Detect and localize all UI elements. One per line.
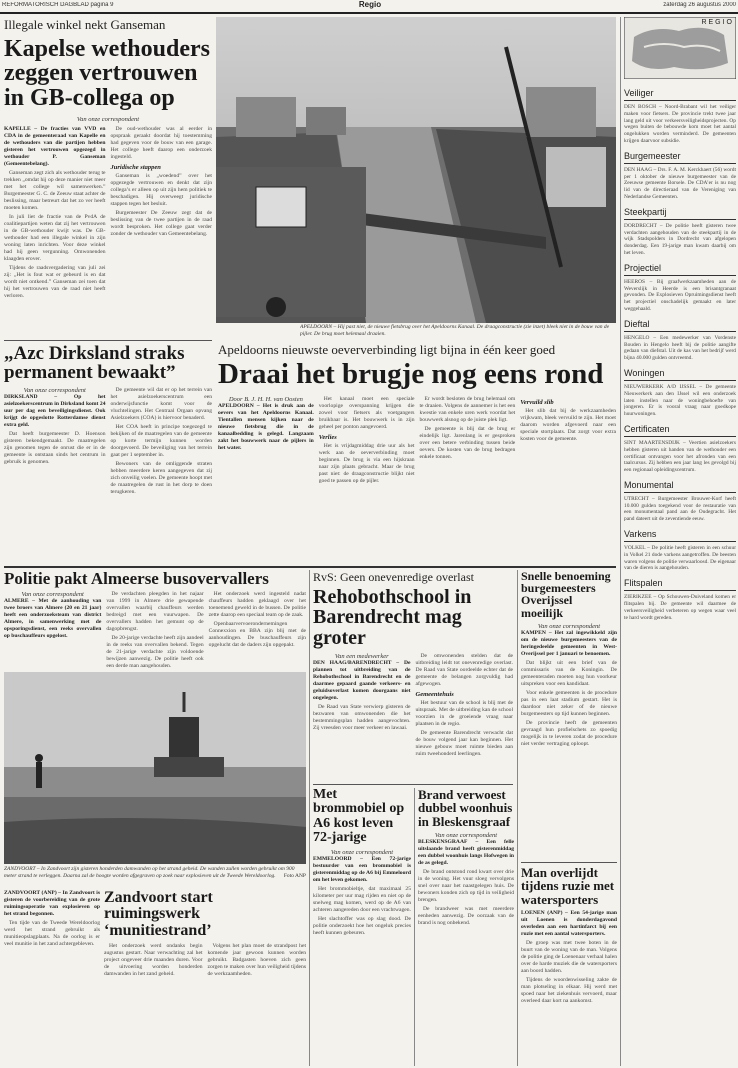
article-lead: DIRKSLAND – Op het asielzoekerscentrum in Dirksland komt 24 uur per dag een beveiligingsdienst. Ook krijgt de opgeslotte Rotterdamse dienst extra geld. xyxy=(4,393,106,428)
article-brommobiel xyxy=(313,788,411,1066)
news-brief-title: Certificaten xyxy=(624,423,670,434)
article-paragraph: Bewoners van de omliggende straten hebben meerdere keren aangegeven dat zij zich onveilig voelen. De gemeente hoopt met de maatregelen de rust in het dorp te doen terugkeren. xyxy=(110,460,212,495)
article-paragraph: Voor enkele gemeenten is de procedure pas in een laat stadium gestart. Het is daardoor niet zeker of de nieuwe burgemeesters op tijd kunnen beginnen. xyxy=(521,689,617,717)
beach-photo xyxy=(4,672,306,864)
news-brief-rule xyxy=(624,163,736,164)
article-paragraph: Dat heeft burgemeester D. Hoenson gisteren bekendgemaakt. De maatregelen zijn genomen tegen de onrust die er in de gemeente is ontstaan sinds het centrum in gebruik is genomen. xyxy=(4,430,106,465)
article-lead: ZANDVOORT (ANP) – In Zandvoort is gisteren de voorbereiding van de grote ruimingsoperatie van explosieven op het strand begonnen. xyxy=(4,890,100,917)
article-byline: Van onze correspondent xyxy=(23,386,86,394)
article-azc-dirksland xyxy=(4,344,212,564)
news-brief xyxy=(624,319,736,362)
news-brief-title: Steekpartij xyxy=(624,206,667,217)
news-brief-title: Varkens xyxy=(624,529,657,540)
article-watersporters xyxy=(521,866,617,1066)
article-lead: APELDOORN – Het is druk aan de oevers van het Apeldoorns Kanaal. Tientallen mensen kijken naar de nieuwe fietsbrug die in de kanaalbedding is gelegd. Langzaam zakt het bouwwerk naar de pijlers in het water. xyxy=(218,402,314,451)
article-paragraph: Tijdens de woordenwisseling zakte de man plotseling in elkaar. Hij werd met spoed naar het ziekenhuis vervoerd, maar overleed daar kort na aankomst. xyxy=(521,976,617,1004)
news-brief xyxy=(624,480,736,523)
article-paragraph: De Raad van State verwierp gisteren de bezwaren van omwonenden die het bestemmingsplan hadden aangevochten. Zij vreesden voor meer verkeer en lawaai. xyxy=(313,704,411,732)
article-paragraph: De gemeente is blij dat de brug er eindelijk ligt. Jarenlang is er gesproken over een betere verbinding tussen beide oevers. De kosten van de brug bedragen enkele tonnen. xyxy=(419,425,516,460)
article-byline: Door B. J. H. H. van Oosten xyxy=(228,395,303,403)
article-paragraph: Openbaarvervoerondernemingen Connexxion en BBA zijn blij met de aanhoudingen. De buschauffeurs zijn opgelucht dat de daders zijn opgepakt. xyxy=(208,621,306,649)
news-brief-rule xyxy=(624,492,736,493)
article-byline: Van onze correspondent xyxy=(76,116,140,124)
article-subhead: Verlies xyxy=(318,433,337,441)
article-headline: Met brommobiel op A6 kost leven 72-jarige xyxy=(313,788,405,845)
article-paragraph: Het onderzoek werd ingesteld nadat chauffeurs hadden geklaagd over het toenemend geweld in de bussen. De politie zette daarop een speciaal team op de zaak. xyxy=(208,591,306,619)
article-byline: Van een medewerker xyxy=(334,653,389,661)
article-paragraph: De groep was met twee boten in de buurt van de woning van de man. Volgens de politie ging de Loenenaar verhaal halen over de harde muziek die de watersporters aan boord hadden. xyxy=(521,939,617,974)
bridge-photo xyxy=(216,17,616,323)
article-paragraph: Het COA heeft in principe toegezegd te bekijken of de maatregelen van de gemeente op korte termijn kunnen worden doorgevoerd. De beveiliging van het terrein gaat per 1 september in. xyxy=(110,423,212,458)
article-kicker: Illegale winkel nekt Ganseman xyxy=(4,17,166,32)
news-brief-text: DORDRECHT – De politie heeft gisteren twee verdachten aangehouden van de steekpartij in de wijk Stadspolders in Dordrecht van afgelopen donderdag. Een 19-jarige man kwam daarbij om het leven. xyxy=(624,222,736,256)
news-brief-title: Veiliger xyxy=(624,88,654,98)
article-paragraph: Ganseman is „woedend” over het opgezegde vertrouwen en denkt dat zijn collega’s er alleen op uit zijn hem politiek te beschadigen. Hij overweegt juridische stappen tegen het besluit. xyxy=(110,173,212,208)
news-brief-rule xyxy=(624,219,736,220)
article-paragraph: Ganseman zegt zich als wethouder terug te trekken „omdat hij op deze manier niet meer met het college wil samenwerken.” Burgemeester G. C. de Zeeuw staat achter de beslissing, maar betreurt dat het zo ver heeft moeten komen. xyxy=(4,170,106,212)
photo-credit: Foto ANP xyxy=(283,872,306,879)
news-brief xyxy=(624,263,736,313)
article-paragraph: Het bestuur van de school is blij met de uitspraak. Met de uitbreiding kan de school voorzien in de groeiende vraag naar plaatsen in de regio. xyxy=(415,700,513,728)
article-paragraph: In juli liet de fractie van de PvdA de coalitiepartijen weten dat zij het vertrouwen in de GB-wethouder kwijt was. De GB-wethouder had een illegale winkel in zijn woning laten inrichten. Voor deze winkel had hij geen vergunning. Omwonenden klaagden erover. xyxy=(4,214,106,263)
article-byline: Van onze correspondent xyxy=(434,831,498,839)
beach-photo-image xyxy=(4,672,306,864)
article-paragraph: De provincie heeft de gemeenten gevraagd hun profielschets zo spoedig mogelijk in te leveren zodat de procedure niet verder vertraging oploopt. xyxy=(521,719,617,747)
section-title: Regio xyxy=(358,0,382,9)
article-paragraph: De brand ontstond rond kwart over drie in de woning. Het vuur sloeg vervolgens snel over naar het naastgelegen huis. De bewoners konden zich op tijd in veiligheid brengen. xyxy=(418,868,514,903)
news-brief-text: VOLKEL – De politie heeft gisteren in een schuur in Volkel 21 dode varkens aangetroffen. De beesten waren volgens de politie verwaarloosd. De eigenaar van de dieren is aangehouden. xyxy=(624,545,736,572)
beach-photo-caption-text: ZANDVOORT – In Zandvoort zijn gisteren honderden damwanden op het strand geheid. De wanden zullen worden gebruikt om 900 meter strand te verleggen. Daarna zal de hoogte worden afgegraven op zoek naar explosieven uit de Tweede Wereldoorlog. xyxy=(4,866,295,879)
article-paragraph: Het slib dat bij de werkzaamheden vrijkwam, bleek vervuild te zijn. Het moet daarom worden afgevoerd naar een speciale stortplaats. Dat zorgt voor extra kosten voor de gemeente. xyxy=(520,407,616,442)
news-brief-title: Burgemeester xyxy=(624,150,681,161)
issue-date: zaterdag 26 augustus 2000 xyxy=(663,2,736,8)
article-subhead: Gemeentehuis xyxy=(415,691,454,699)
news-brief-rule xyxy=(624,380,736,381)
news-brief-title: Projectiel xyxy=(624,262,662,273)
news-brief-rule xyxy=(624,100,736,101)
article-headline: Zandvoort start ruimingswerk ‘munitiestrand’ xyxy=(104,890,213,939)
article-burgemeesters xyxy=(521,570,617,860)
article-lead: BLESKENSGRAAF – Een felle uitslaande brand heeft gisterenmiddag een dubbel woonhuis langs Hofwegen in de as gelegd. xyxy=(418,838,514,866)
article-lead: KAMPEN – Het zal ingewikkeld zijn om de nieuwe burgemeesters van de heringedeelde gemeenten in West-Overijssel per 1 januari te benoemen. xyxy=(521,629,617,657)
news-brief-text: NIEUWERKERK A/D IJSSEL – De gemeente Nieuwerkerk aan den IJssel wil een onderzoek laten instellen naar de woningbehoefte van jongeren. Er is vooral vraag naar goedkope huurwoningen. xyxy=(624,383,736,418)
article-paragraph: Het is vrijdagmiddag drie uur als het werk aan de oeververbinding moet beginnen. De brug is via een hijskraan naar zijn plaats gebracht. Maar de brug past niet: de draagconstructie blijkt niet goed te passen op de pijler. xyxy=(318,442,415,484)
article-paragraph: De 20-jarige verdachte heeft zijn aandeel in de reeks van overvallen bekend. Tegen de 21-jarige verdachte zijn voldoende bewijzen aanwezig. De politie heeft ook een derde man aangehouden. xyxy=(106,635,204,670)
news-brief-rule xyxy=(624,590,736,591)
beach-photo-caption xyxy=(4,866,306,888)
article-paragraph: De oud-wethouder was al eerder in opspraak geraakt doordat hij toestemming had gegeven voor de bouw van een garage. Het college heeft daarop een onderzoek ingesteld. xyxy=(110,126,212,161)
news-brief xyxy=(624,578,736,621)
article-paragraph: Tijdens de raadsvergadering van juli zei zij: „Het is fout wat er gebeurd is en dat wordt niet ontkend.” Ganseman zei toen dat hij het vertrouwen van de raad niet heeft verloren. xyxy=(4,265,106,300)
news-brief xyxy=(624,368,736,418)
news-brief-text: UTRECHT – Burgemeester Brouwer-Korf heeft 10.000 gulden toegekend voor de restauratie van een monumentaal pand aan de Oudegracht. Het pand dateert uit de zeventiende eeuw. xyxy=(624,495,736,523)
article-headline: „Azc Dirksland straks permanent bewaakt” xyxy=(4,344,185,384)
regio-label: REGIO xyxy=(701,19,734,26)
article-lead: DEN HAAG/BARENDRECHT – De plannen tot uitbreiding van de Rehobothschool in Barendrecht en de daarmee gepaard gaande verkeers- en geluidsoverlast komen doorgaans niet ongelegen. xyxy=(313,660,411,702)
article-busovervallers xyxy=(4,570,306,672)
article-kicker: RvS: Geen onevenredige overlast xyxy=(313,570,474,584)
article-paragraph: Er wordt besloten de brug helemaal om te draaien. Volgens de aannemer is het een kwestie van enkele uren werk voordat het bouwwerk alsnog op de juiste plek ligt. xyxy=(419,395,516,423)
article-rehobothschool xyxy=(313,570,513,782)
article-headline: Man overlijdt tijdens ruzie met watersporters xyxy=(521,866,615,907)
article-kicker: Apeldoorns nieuwste oeververbinding ligt bijna in één keer goed xyxy=(218,342,556,357)
article-paragraph: Het kanaal moet een speciale voorlopige overspanning krijgen die zowel voor fietsers als voetgangers bruikbaar is. Het bouwwerk is in zijn geheel per ponton aangevoerd. xyxy=(318,395,415,430)
article-zandvoort xyxy=(104,890,306,1066)
regio-banner xyxy=(624,17,736,79)
article-zandvoort-lead-col xyxy=(4,890,100,1066)
news-brief xyxy=(624,207,736,257)
article-paragraph: De omwonenden stelden dat de uitbreiding leidt tot onevenredige overlast. De Raad van State oordeelde echter dat de gemeente de belangen zorgvuldig had afgewogen. xyxy=(415,653,513,688)
article-paragraph: De verdachten pleegden in het najaar van 1999 in Almere drie gewapende overvallen waarbij chauffeurs werden bedreigd met een vuurwapen. De overvallers hadden het gemunt op de dagopbrengst. xyxy=(106,591,204,633)
news-brief-text: DEN HAAG – Drs. F. A. M. Kerckhaert (56) wordt per 1 oktober de nieuwe burgemeester van de Zeeuwse gemeente Borsele. De CDA’er is nu nog lid van de directieraad van de Vereniging van Nederlandse Gemeenten. xyxy=(624,166,736,200)
article-paragraph: Dat blijkt uit een brief van de commissaris van de Koningin. De gemeenteraden moeten nog hun voorkeur uitspreken voor een kandidaat. xyxy=(521,659,617,687)
article-paragraph: Burgemeester De Zeeuw zegt dat de beslissing van de twee partijen in de raad wordt besproken. Het college gaat verder zonder de wethouder van Gemeentebelang. xyxy=(110,210,212,238)
article-byline: Van onze correspondent xyxy=(330,849,394,857)
news-brief-title: Monumental xyxy=(624,479,674,490)
article-lead: LOENEN (ANP) – Een 54-jarige man uit Loenen is donderdagavond overleden aan een hartinfarct bij een ruzie met een aantal watersporters. xyxy=(521,909,617,937)
article-headline: Politie pakt Almeerse busovervallers xyxy=(4,570,269,588)
news-brief-text: HENGELO – Een medewerker van Vordenste Bouden in Hengelo heeft bij de politie aangifte gedaan van diefstal. Uit de kas van het bedrijf werd bijna 40.000 gulden ontvreemd. xyxy=(624,334,736,362)
bridge-photo-caption: APELDOORN – Hij past niet, de nieuwe fietsbrug over het Apeldoorns Kanaal. De draagconstructie (zie inzet) bleek niet in de bouw van de pijler. De brug moet helemaal draaien. xyxy=(300,324,610,337)
news-briefs-sidebar xyxy=(624,82,736,1066)
bridge-photo-image xyxy=(216,17,616,323)
news-brief-title: Woningen xyxy=(624,367,665,378)
news-brief-rule xyxy=(624,331,736,332)
article-paragraph: Het brommobieltje, dat maximaal 25 kilometer per uur mag rijden en niet op de snelweg mag komen, werd op de A6 van achteren aangereden door een vrachtwagen. xyxy=(313,886,411,914)
article-paragraph: De gemeente Barendrecht verwacht dat de bouw volgend jaar kan beginnen. Het nieuwe gebouw moet ruimte bieden aan ruim tweehonderd leerlingen. xyxy=(415,730,513,758)
article-byline: Van onze correspondent xyxy=(21,591,84,599)
article-lead: ALMERE – Met de aanhouding van twee broers van Almere (20 en 21 jaar) heeft een onderzoeksteam van district Almere, in samenwerking met de opsporingsdienst, een reeks overvallen op buschauffeurs opgelost. xyxy=(4,598,102,640)
news-brief-rule xyxy=(624,541,736,542)
article-paragraph: Ten tijde van de Tweede Wereldoorlog werd het strand gebruikt als munitieopslagplaats. Na de oorlog is er veel munitie in het zand achtergebleven. xyxy=(4,920,100,947)
news-brief-text: ZIERIKZEE – Op Schouwen-Duiveland komen er flitspalen bij. De gemeente wil daarmee de verkeersveiligheid verbeteren op wegen waar veel te hard wordt gereden. xyxy=(624,594,736,621)
article-paragraph: De gemeente wil dat er op het terrein van het asielzoekerscentrum een onderwijsfunctie komt voor de vluchtelingen. Het Centraal Orgaan opvang Asielzoekers (COA) is hiervoor benaderd. xyxy=(110,386,212,421)
article-paragraph: Volgens het plan moet de strandpost het komende jaar gewoon kunnen worden gebruikt. Badgasten hoeven zich geen zorgen te maken over hun veiligheid tijdens de werkzaamheden. xyxy=(207,942,306,977)
news-brief xyxy=(624,424,736,474)
news-brief-rule xyxy=(624,436,736,437)
article-brugje xyxy=(218,342,616,564)
news-brief xyxy=(624,88,736,145)
article-subhead: Vervuild slib xyxy=(520,398,554,406)
news-brief-title: Flitspalen xyxy=(624,578,663,589)
article-lead: KAPELLE – De fracties van VVD en CDA in de gemeenteraad van Kapelle en de wethouders van die partijen hebben gisteren het vertrouwen opgezegd in wethouder P. Ganseman (Gemeentebelang). xyxy=(4,126,106,168)
news-brief-text: HEEROS – Bij graafwerkzaamheden aan de Weverslijk in Heerde is een brisantgranaat gevonden. De Explosieven Opruimingsdienst heeft het projectiel onschadelijk gemaakt en later weggehaald. xyxy=(624,278,736,312)
article-brand xyxy=(418,788,514,1066)
article-subhead: Juridische stappen xyxy=(110,164,161,172)
article-lead: EMMELOORD – Een 72-jarige bestuurder van een brommobiel is gisterenmiddag op de A6 bij Emmeloord om het leven gekomen. xyxy=(313,856,411,884)
article-headline: Snelle benoeming burgemeesters Overijssel moeilijk xyxy=(521,570,611,620)
news-brief-text: DEN BOSCH – Noord-Brabant wil het veiliger maken voor fietsers. De provincie trekt twee jaar lang geld uit voor verkeersveiligheidsprojecten. Op wegen buiten de bebouwde kom moet het aantal ongelukken worden verminderd. De gemeenten krijgen daarvoor subsidie. xyxy=(624,104,736,144)
article-headline: Kapelse wethouders zeggen vertrouwen in GB-collega op xyxy=(4,36,210,111)
news-brief xyxy=(624,151,736,201)
paper-name: REFORMATORISCH DAGBLAD pagina 9 xyxy=(2,2,114,8)
news-brief-rule xyxy=(624,275,736,276)
article-headline: Brand verwoest dubbel woonhuis in Bleskensgraaf xyxy=(418,788,513,829)
news-brief-title: Dieftal xyxy=(624,318,650,329)
news-brief xyxy=(624,529,736,572)
article-byline: Van onze correspondent xyxy=(537,622,601,630)
article-paragraph: Het slachtoffer was op slag dood. De politie onderzoekt hoe het ongeluk precies heeft kunnen gebeuren. xyxy=(313,916,411,937)
article-headline: Rehobothschool in Barendrecht mag groter xyxy=(313,586,472,649)
article-paragraph: Het onderzoek werd ondanks begin augustus gestart. Naar verwachting zal het project ongeveer drie maanden duren. Voor de uitvoering worden honderden damwanden in het zand geheid. xyxy=(104,942,203,977)
article-paragraph: De brandweer was met meerdere eenheden aanwezig. De oorzaak van de brand is nog onbekend. xyxy=(418,905,514,926)
news-brief-text: SINT MAARTENSDIJK – Veertien asielzoekers hebben gisteren uit handen van de wethouder een certificaat ontvangen voor het afronden van een taalcursus. Zij hebben een jaar lang les gevolgd bij een regionaal opleidingscentrum. xyxy=(624,439,736,474)
article-headline: Draai het brugje nog eens rond xyxy=(218,358,604,390)
